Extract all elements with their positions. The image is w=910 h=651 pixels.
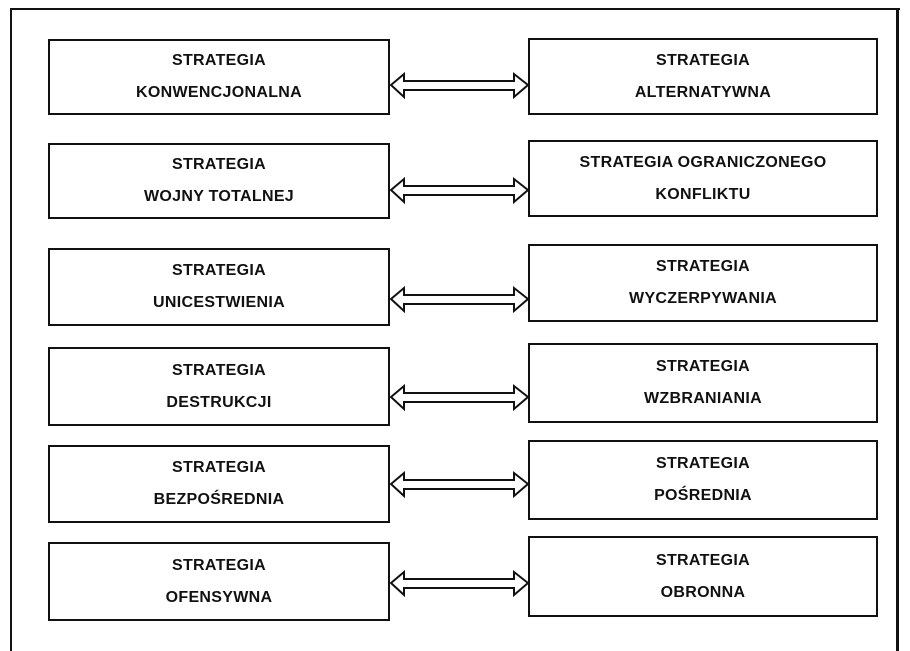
box-alternatywna — [528, 38, 878, 115]
box-line: UNICESTWIENIA — [153, 294, 285, 311]
box-line: STRATEGIA — [172, 156, 266, 173]
box-line: BEZPOŚREDNIA — [153, 491, 285, 508]
box-line: STRATEGIA — [656, 455, 750, 472]
box-line: KONWENCJONALNA — [136, 84, 302, 101]
box-line: WOJNY TOTALNEJ — [144, 188, 294, 205]
box-line: STRATEGIA OGRANICZONEGO — [579, 153, 827, 171]
box-line: ALTERNATYWNA — [634, 83, 772, 101]
double-arrow-4 — [391, 386, 528, 409]
box-posrednia — [528, 440, 878, 520]
box-line: STRATEGIA — [172, 459, 266, 476]
box-line: STRATEGIA — [656, 258, 750, 275]
frame-left-border — [10, 8, 12, 651]
box-bezposrednia — [48, 445, 390, 523]
box-unicestwienia — [48, 248, 390, 326]
box-line: OBRONNA — [660, 583, 746, 601]
box-line: STRATEGIA — [656, 358, 750, 375]
box-line: STRATEGIA — [172, 361, 266, 379]
box-line: WYCZERPYWANIA — [629, 290, 777, 307]
box-konwencjonalna — [48, 39, 390, 115]
box-line: STRATEGIA — [656, 51, 750, 69]
double-arrow-2 — [391, 179, 528, 202]
box-wyczerpywania — [528, 244, 878, 322]
box-line: STRATEGIA — [172, 52, 266, 69]
box-line: DESTRUKCJI — [166, 393, 272, 411]
box-line: WZBRANIANIA — [644, 390, 762, 407]
double-arrow-3 — [391, 288, 528, 311]
double-arrow-1 — [391, 74, 528, 97]
double-arrow-6 — [391, 572, 528, 595]
box-line: OFENSYWNA — [165, 588, 273, 606]
frame-right-border — [896, 8, 899, 651]
box-line: STRATEGIA — [172, 262, 266, 279]
box-obronna — [528, 536, 878, 617]
frame-top-border — [10, 8, 900, 10]
box-line: KONFLIKTU — [655, 185, 751, 203]
double-arrow-5 — [391, 473, 528, 496]
box-line: STRATEGIA — [656, 551, 750, 569]
box-wzbraniania — [528, 343, 878, 423]
box-line: POŚREDNIA — [654, 487, 752, 504]
box-line: STRATEGIA — [172, 556, 266, 574]
box-wojny-totalnej — [48, 143, 390, 219]
box-ograniczonego-konfliktu — [528, 140, 878, 217]
box-destrukcji — [48, 347, 390, 426]
box-ofensywna — [48, 542, 390, 621]
